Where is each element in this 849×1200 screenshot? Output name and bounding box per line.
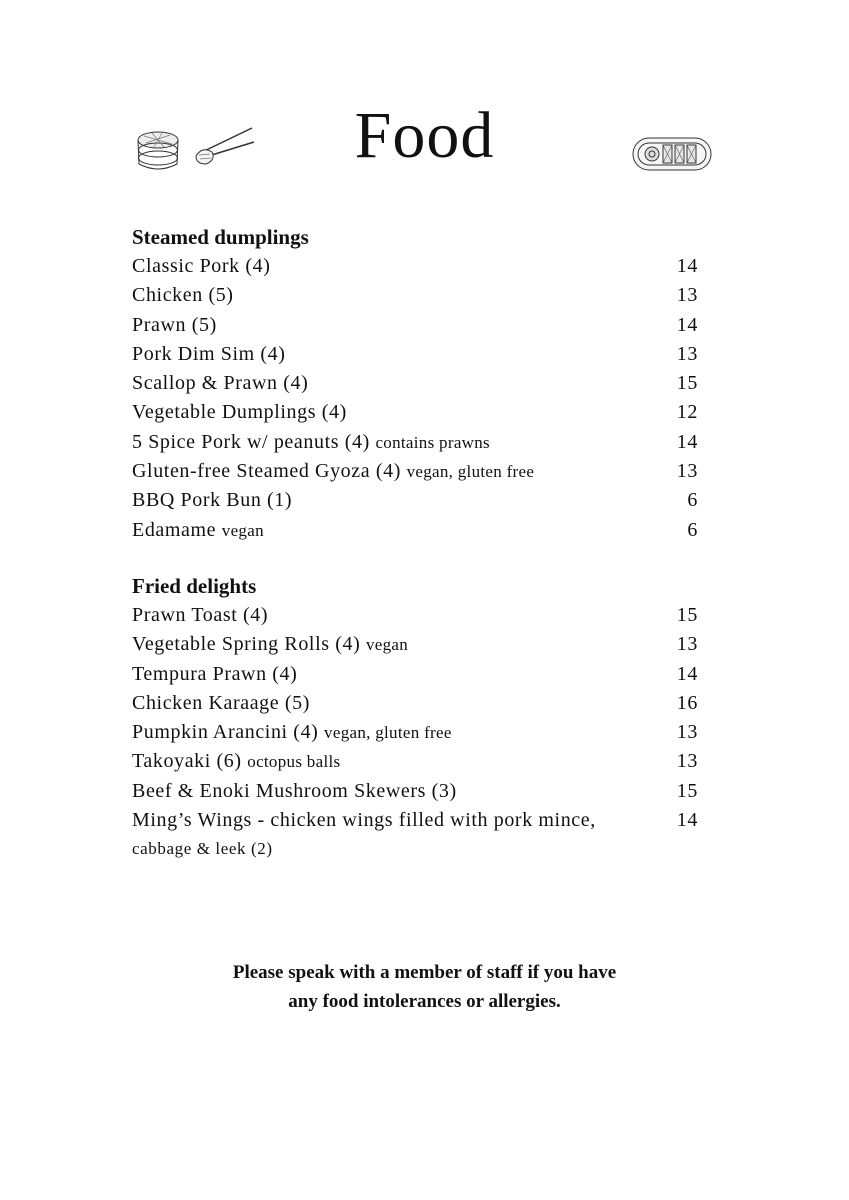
item-price: 14 xyxy=(676,662,698,685)
menu-item xyxy=(132,747,702,776)
item-price: 14 xyxy=(676,313,698,336)
item-name: Takoyaki (6) xyxy=(132,750,242,773)
item-name: BBQ Pork Bun (1) xyxy=(132,489,293,512)
menu-item xyxy=(132,457,702,486)
item-name: Scallop & Prawn (4) xyxy=(132,372,309,395)
item-price: 12 xyxy=(676,401,698,424)
menu-item xyxy=(132,516,702,545)
menu-item xyxy=(132,660,702,689)
item-price: 13 xyxy=(676,721,698,744)
item-price: 14 xyxy=(676,255,698,277)
item-name: Tempura Prawn (4) xyxy=(132,662,298,685)
item-note: vegan xyxy=(365,635,409,655)
item-name: Pork Dim Sim (4) xyxy=(132,342,286,365)
allergy-notice xyxy=(0,958,849,1016)
bamboo-steamer-and-chopsticks-icon xyxy=(132,118,256,178)
allergy-notice-line: Please speak with a member of staff if you have xyxy=(232,962,617,983)
menu-item xyxy=(132,340,702,369)
item-price: 6 xyxy=(687,518,698,541)
section-title: Steamed dumplings xyxy=(132,225,309,249)
item-name: Ming’s Wings - chicken wings filled with pork mince, xyxy=(132,809,596,832)
item-price: 14 xyxy=(676,809,698,832)
item-name: Classic Pork (4) xyxy=(132,255,271,277)
item-price: 15 xyxy=(676,779,698,802)
item-price: 15 xyxy=(676,604,698,626)
item-price: 13 xyxy=(676,342,698,365)
item-note: vegan, gluten free xyxy=(324,723,452,743)
item-price: 15 xyxy=(676,372,698,395)
item-name: Edamame xyxy=(132,518,217,541)
menu-item xyxy=(132,777,702,806)
item-note: contains prawns xyxy=(375,432,490,452)
item-name: 5 Spice Pork w/ peanuts (4) xyxy=(132,430,370,453)
item-price: 13 xyxy=(676,750,698,773)
item-name: Pumpkin Arancini (4) xyxy=(132,721,319,744)
menu-item xyxy=(132,281,702,310)
item-name: Gluten-free Steamed Gyoza (4) xyxy=(132,460,401,483)
menu-item xyxy=(132,689,702,718)
section-steamed-dumplings xyxy=(132,222,702,545)
item-price: 6 xyxy=(687,489,698,512)
menu-item xyxy=(132,718,702,747)
menu-item xyxy=(132,369,702,398)
menu-item xyxy=(132,428,702,457)
item-price: 13 xyxy=(676,284,698,307)
allergy-notice-line: any food intolerances or allergies. xyxy=(288,991,561,1012)
item-name: Vegetable Dumplings (4) xyxy=(132,401,347,424)
item-name: Chicken Karaage (5) xyxy=(132,691,310,714)
item-name: Vegetable Spring Rolls (4) xyxy=(132,633,361,656)
item-name: Beef & Enoki Mushroom Skewers (3) xyxy=(132,779,457,802)
item-note: vegan, gluten free xyxy=(406,462,535,482)
item-price: 13 xyxy=(676,633,698,656)
item-note: cabbage & leek (2) xyxy=(132,839,273,859)
menu-item xyxy=(132,311,702,340)
item-name: Prawn (5) xyxy=(132,313,217,336)
menu-item xyxy=(132,252,702,281)
menu-item xyxy=(132,601,702,630)
menu-item xyxy=(132,630,702,659)
menu-item xyxy=(132,398,702,427)
menu-item xyxy=(132,806,702,863)
item-note: vegan xyxy=(221,520,264,540)
item-name: Prawn Toast (4) xyxy=(132,604,269,626)
sushi-plate-icon xyxy=(630,132,714,176)
item-price: 16 xyxy=(676,691,698,714)
section-fried-delights xyxy=(132,571,702,863)
menu-item xyxy=(132,486,702,515)
page-title: Food xyxy=(354,99,495,172)
item-price: 14 xyxy=(676,430,698,453)
item-name: Chicken (5) xyxy=(132,284,234,307)
item-price: 13 xyxy=(676,460,698,483)
section-title: Fried delights xyxy=(132,574,257,598)
item-note: octopus balls xyxy=(247,752,341,772)
